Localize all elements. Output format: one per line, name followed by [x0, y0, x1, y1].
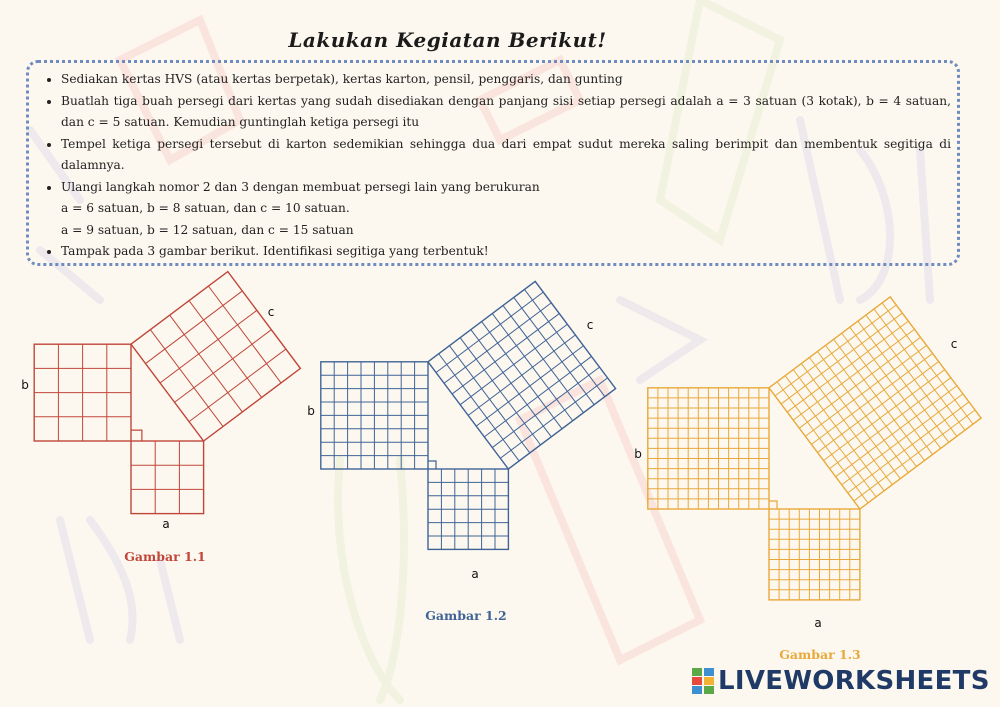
square-a	[131, 441, 204, 514]
side-label-a: a	[471, 567, 479, 581]
repeat-size-1: a = 6 satuan, b = 8 satuan, dan c = 10 satuan.	[61, 201, 350, 215]
figure-caption: Gambar 1.2	[425, 608, 507, 623]
square-a	[428, 469, 508, 549]
page-title: Lakukan Kegiatan Berikut!	[288, 28, 607, 52]
side-label-b: b	[307, 404, 315, 418]
right-angle-marker	[131, 430, 142, 441]
instruction-text: Ulangi langkah nomor 2 dan 3 dengan membuat persegi lain yang berukuran	[61, 179, 540, 194]
square-b	[34, 344, 131, 441]
side-label-c: c	[950, 337, 958, 351]
instruction-item: • Tampak pada 3 gambar berikut. Identifikasi segitiga yang terbentuk!	[61, 241, 951, 263]
right-angle-marker	[428, 461, 436, 469]
side-label-b: b	[634, 447, 642, 461]
instruction-item: • Sediakan kertas HVS (atau kertas berpetak), kertas karton, pensil, penggaris, dan gunting	[61, 69, 951, 91]
figure-caption: Gambar 1.1	[124, 549, 206, 564]
repeat-size-2: a = 9 satuan, b = 12 satuan, dan c = 15 satuan	[61, 222, 354, 237]
square-c	[769, 297, 981, 509]
square-c	[131, 272, 300, 441]
figure-caption: Gambar 1.3	[779, 647, 861, 662]
side-label-a: a	[162, 517, 170, 531]
instruction-item: • Tempel ketiga persegi tersebut di karton sedemikian sehingga dua dari empat sudut mereka saling berimpit dan membentuk segitiga di dalamnya.	[61, 134, 951, 177]
brand-name: LIVEWORKSHEETS	[718, 666, 990, 696]
liveworksheets-brand	[692, 665, 990, 697]
square-c	[428, 281, 616, 469]
square-b	[648, 388, 769, 509]
square-b	[321, 362, 428, 469]
instruction-item: • Buatlah tiga buah persegi dari kertas yang sudah disediakan dengan panjang sisi setiap persegi adalah a = 3 satuan (3 kotak), b = 4 satuan, dan c = 5 satuan. Kemudian guntinglah ketiga persegi itu	[61, 91, 951, 134]
figure-2	[307, 281, 615, 623]
side-label-b: b	[21, 378, 29, 392]
side-label-c: c	[586, 318, 594, 332]
side-label-a: a	[814, 616, 822, 630]
right-angle-marker	[769, 501, 777, 509]
side-label-c: c	[267, 305, 275, 319]
figure-3	[634, 297, 981, 662]
liveworksheets-logo-icon	[692, 668, 714, 694]
figure-1	[21, 272, 300, 564]
square-a	[769, 509, 860, 600]
